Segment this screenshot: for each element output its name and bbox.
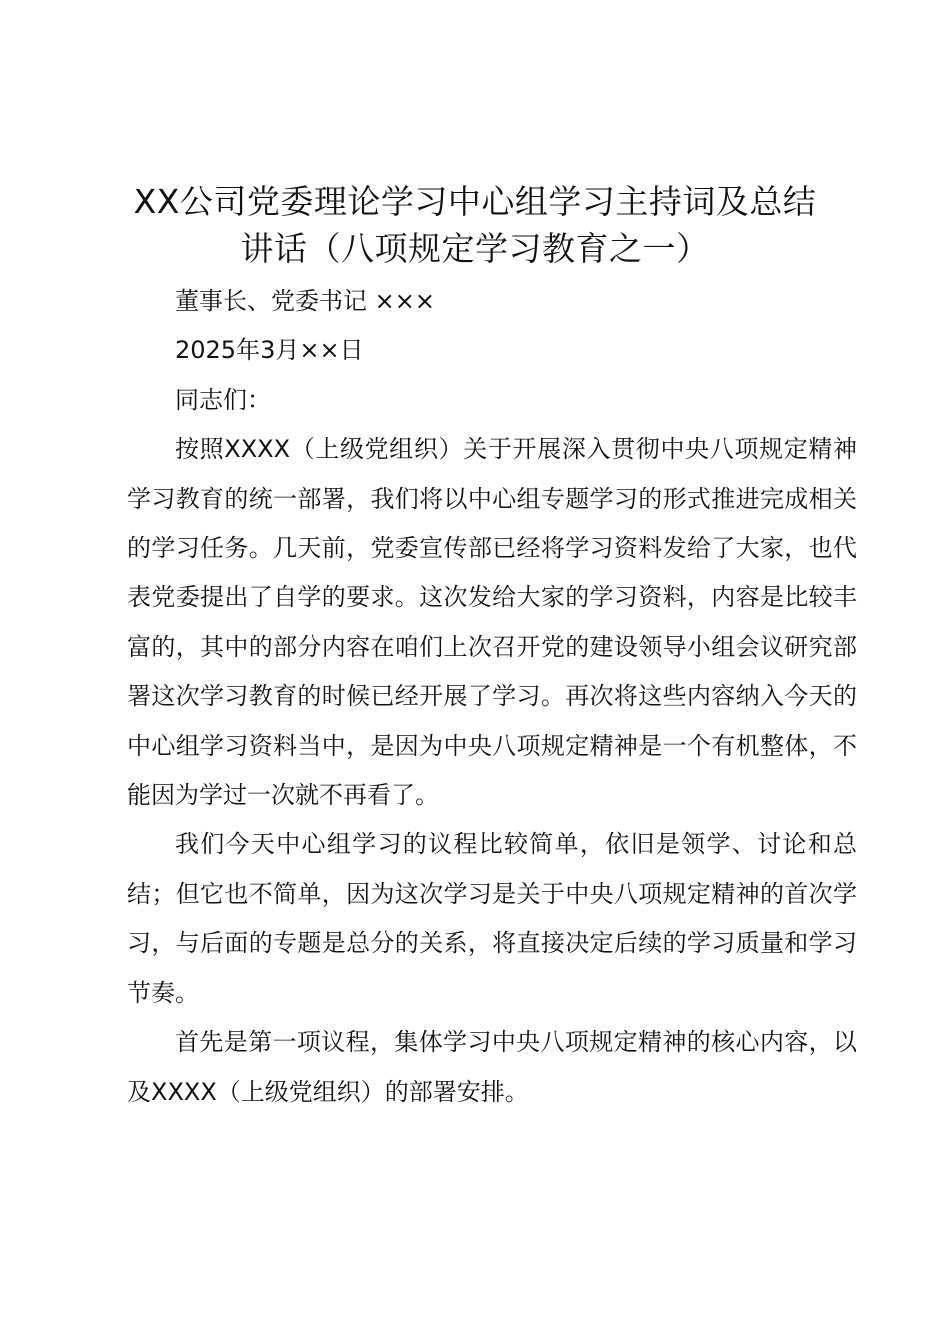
paragraph: 首先是第一项议程，集体学习中央八项规定精神的核心内容，以及XXXX（上级党组织）的部署安排。	[127, 1028, 857, 1106]
paragraph: 按照XXXX（上级党组织）关于开展深入贯彻中央八项规定精神学习教育的统一部署，我们将以中心组专题学习的形式推进完成相关的学习任务。几天前，党委宣传部已经将学习资料发给了大家，也代表党委提出了自学的要求。这次发给大家的学习资料，内容是比较丰富的，其中的部分内容在咱们上次召开党的建设领导小组会议研究部署这次学习教育的时候已经开展了学习。再次将这些内容纳入今天的中心组学习资料当中，是因为中央八项规定精神是一个有机整体，不能因为学过一次就不再看了。	[127, 435, 857, 810]
paragraph: 我们今天中心组学习的议程比较简单，依旧是领学、讨论和总结；但它也不简单，因为这次学习是关于中央八项规定精神的首次学习，与后面的专题是总分的关系，将直接决定后续的学习质量和学习节奏。	[127, 830, 857, 1007]
document-title: XX公司党委理论学习中心组学习主持词及总结讲话（八项规定学习教育之一）	[133, 182, 817, 268]
author-line: 董事长、党委书记 ×××	[175, 287, 435, 315]
salutation: 同志们：	[175, 385, 271, 414]
document-body	[127, 277, 857, 1117]
date-line: 2025年3月××日	[175, 336, 364, 365]
